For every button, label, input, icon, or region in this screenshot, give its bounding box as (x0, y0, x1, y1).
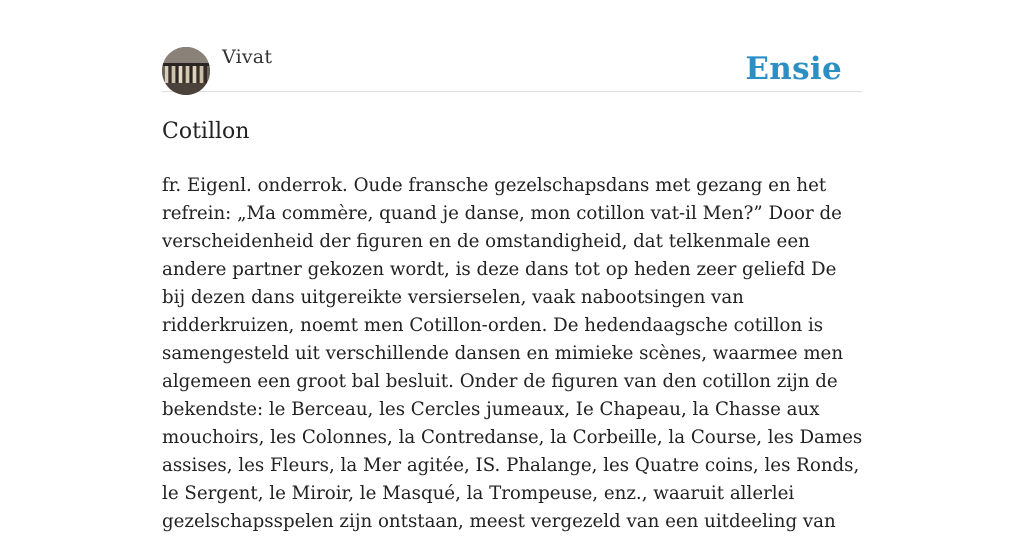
header (162, 0, 862, 92)
book-shelf-avatar-icon[interactable] (162, 47, 210, 95)
article-title: Cotillon (162, 119, 250, 144)
article-page (162, 0, 862, 536)
source-name[interactable]: Vivat (222, 46, 273, 68)
ensie-logo[interactable]: Ensie (745, 51, 842, 87)
article-body: fr. Eigenl. onderrok. Oude fransche gezelschapsdans met gezang en het refrein: „Ma commère, quand je danse, mon cotillon vat-il Men?” Door de verscheidenheid der figuren en de omstandigheid, dat telkenmale een andere partner gekozen wordt, is deze dans tot op heden zeer geliefd De bij dezen dans uitgereikte versierselen, vaak nabootsingen van ridderkruizen, noemt men Cotillon-orden. De hedendaagsche cotillon is samengesteld uit verschillende dansen en mimieke scènes, waarmee men algemeen een groot bal besluit. Onder de figuren van den cotillon zijn de bekendste: le Berceau, les Cercles jumeaux, Ie Chapeau, la Chasse aux mouchoirs, les Colonnes, la Contredanse, la Corbeille, la Course, les Dames assises, les Fleurs, la Mer agitée, IS. Phalange, les Quatre coins, les Ronds, le Sergent, le Miroir, le Masqué, la Trompeuse, enz., waaruit allerlei gezelschapsspelen zijn ontstaan, meest vergezeld van een uitdeeling van (162, 175, 863, 532)
